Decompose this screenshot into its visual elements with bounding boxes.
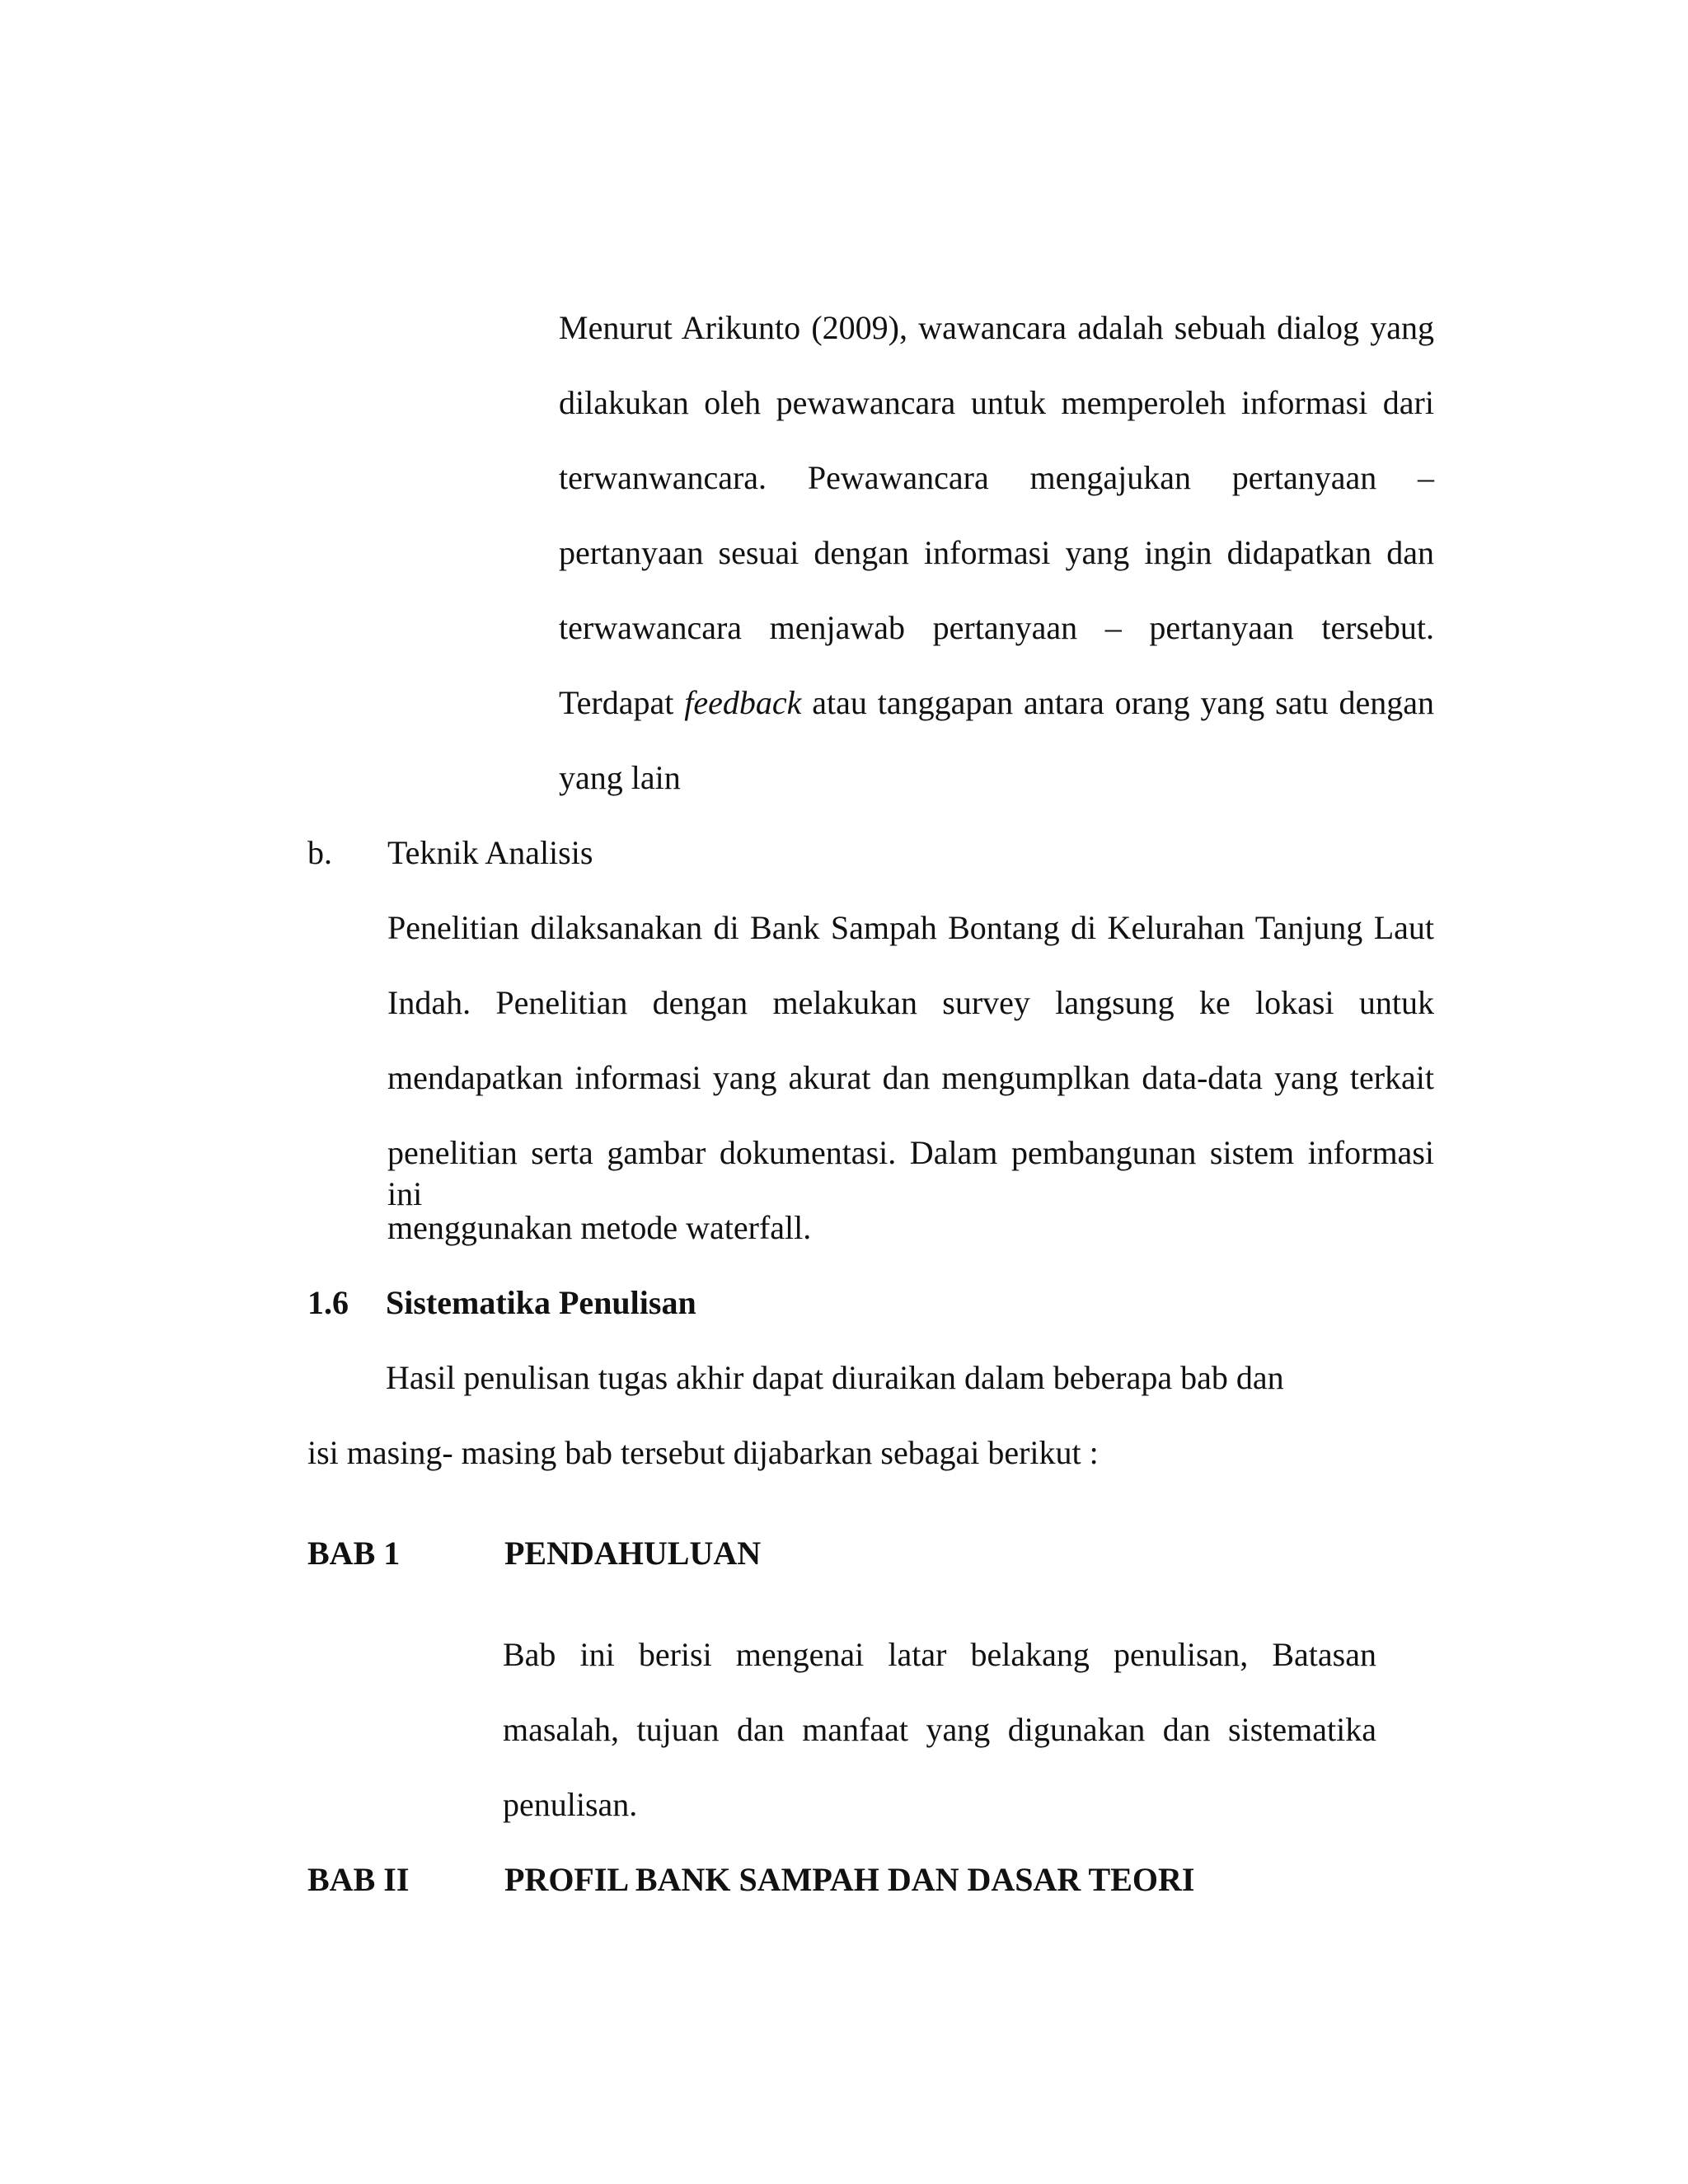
paragraph-line: Bab ini berisi mengenai latar belakang penulisan, Batasan	[503, 1636, 1376, 1673]
paragraph-line: menggunakan metode waterfall.	[387, 1209, 812, 1246]
paragraph-line: terwawancara menjawab pertanyaan – pertanyaan tersebut.	[559, 609, 1434, 646]
paragraph-line: yang lain	[559, 759, 681, 796]
paragraph-line: Menurut Arikunto (2009), wawancara adalah sebuah dialog yang	[559, 309, 1434, 346]
line-text: Terdapat	[559, 684, 685, 721]
section-number: 1.6	[307, 1284, 349, 1321]
chapter-label: BAB II	[307, 1861, 410, 1898]
paragraph-line: Penelitian dilaksanakan di Bank Sampah Bontang di Kelurahan Tanjung Laut	[387, 909, 1434, 946]
paragraph-line: pertanyaan sesuai dengan informasi yang ingin didapatkan dan	[559, 534, 1434, 571]
paragraph-line: isi masing- masing bab tersebut dijabarkan sebagai berikut :	[307, 1434, 1099, 1471]
paragraph-line: penulisan.	[503, 1786, 638, 1823]
paragraph-line: mendapatkan informasi yang akurat dan mengumplkan data-data yang terkait	[387, 1059, 1434, 1096]
paragraph-line: penelitian serta gambar dokumentasi. Dalam pembangunan sistem informasi ini	[387, 1134, 1434, 1212]
paragraph-line: Hasil penulisan tugas akhir dapat diuraikan dalam beberapa bab dan	[386, 1359, 1284, 1396]
chapter-title: PROFIL BANK SAMPAH DAN DASAR TEORI	[504, 1861, 1195, 1898]
list-marker: b.	[307, 834, 332, 871]
line-text: atau tanggapan antara orang yang satu dengan	[801, 684, 1434, 721]
subsection-title: Teknik Analisis	[387, 834, 593, 871]
section-title: Sistematika Penulisan	[386, 1284, 696, 1321]
paragraph-line: dilakukan oleh pewawancara untuk memperoleh informasi dari	[559, 384, 1434, 421]
paragraph-line: Indah. Penelitian dengan melakukan survey langsung ke lokasi untuk	[387, 984, 1434, 1021]
chapter-label: BAB 1	[307, 1535, 401, 1572]
paragraph-line	[559, 682, 1434, 724]
chapter-title: PENDAHULUAN	[504, 1535, 762, 1572]
paragraph-line: terwanwancara. Pewawancara mengajukan pertanyaan –	[559, 459, 1434, 496]
italic-term: feedback	[684, 684, 802, 721]
paragraph-line: masalah, tujuan dan manfaat yang digunakan dan sistematika	[503, 1711, 1376, 1748]
